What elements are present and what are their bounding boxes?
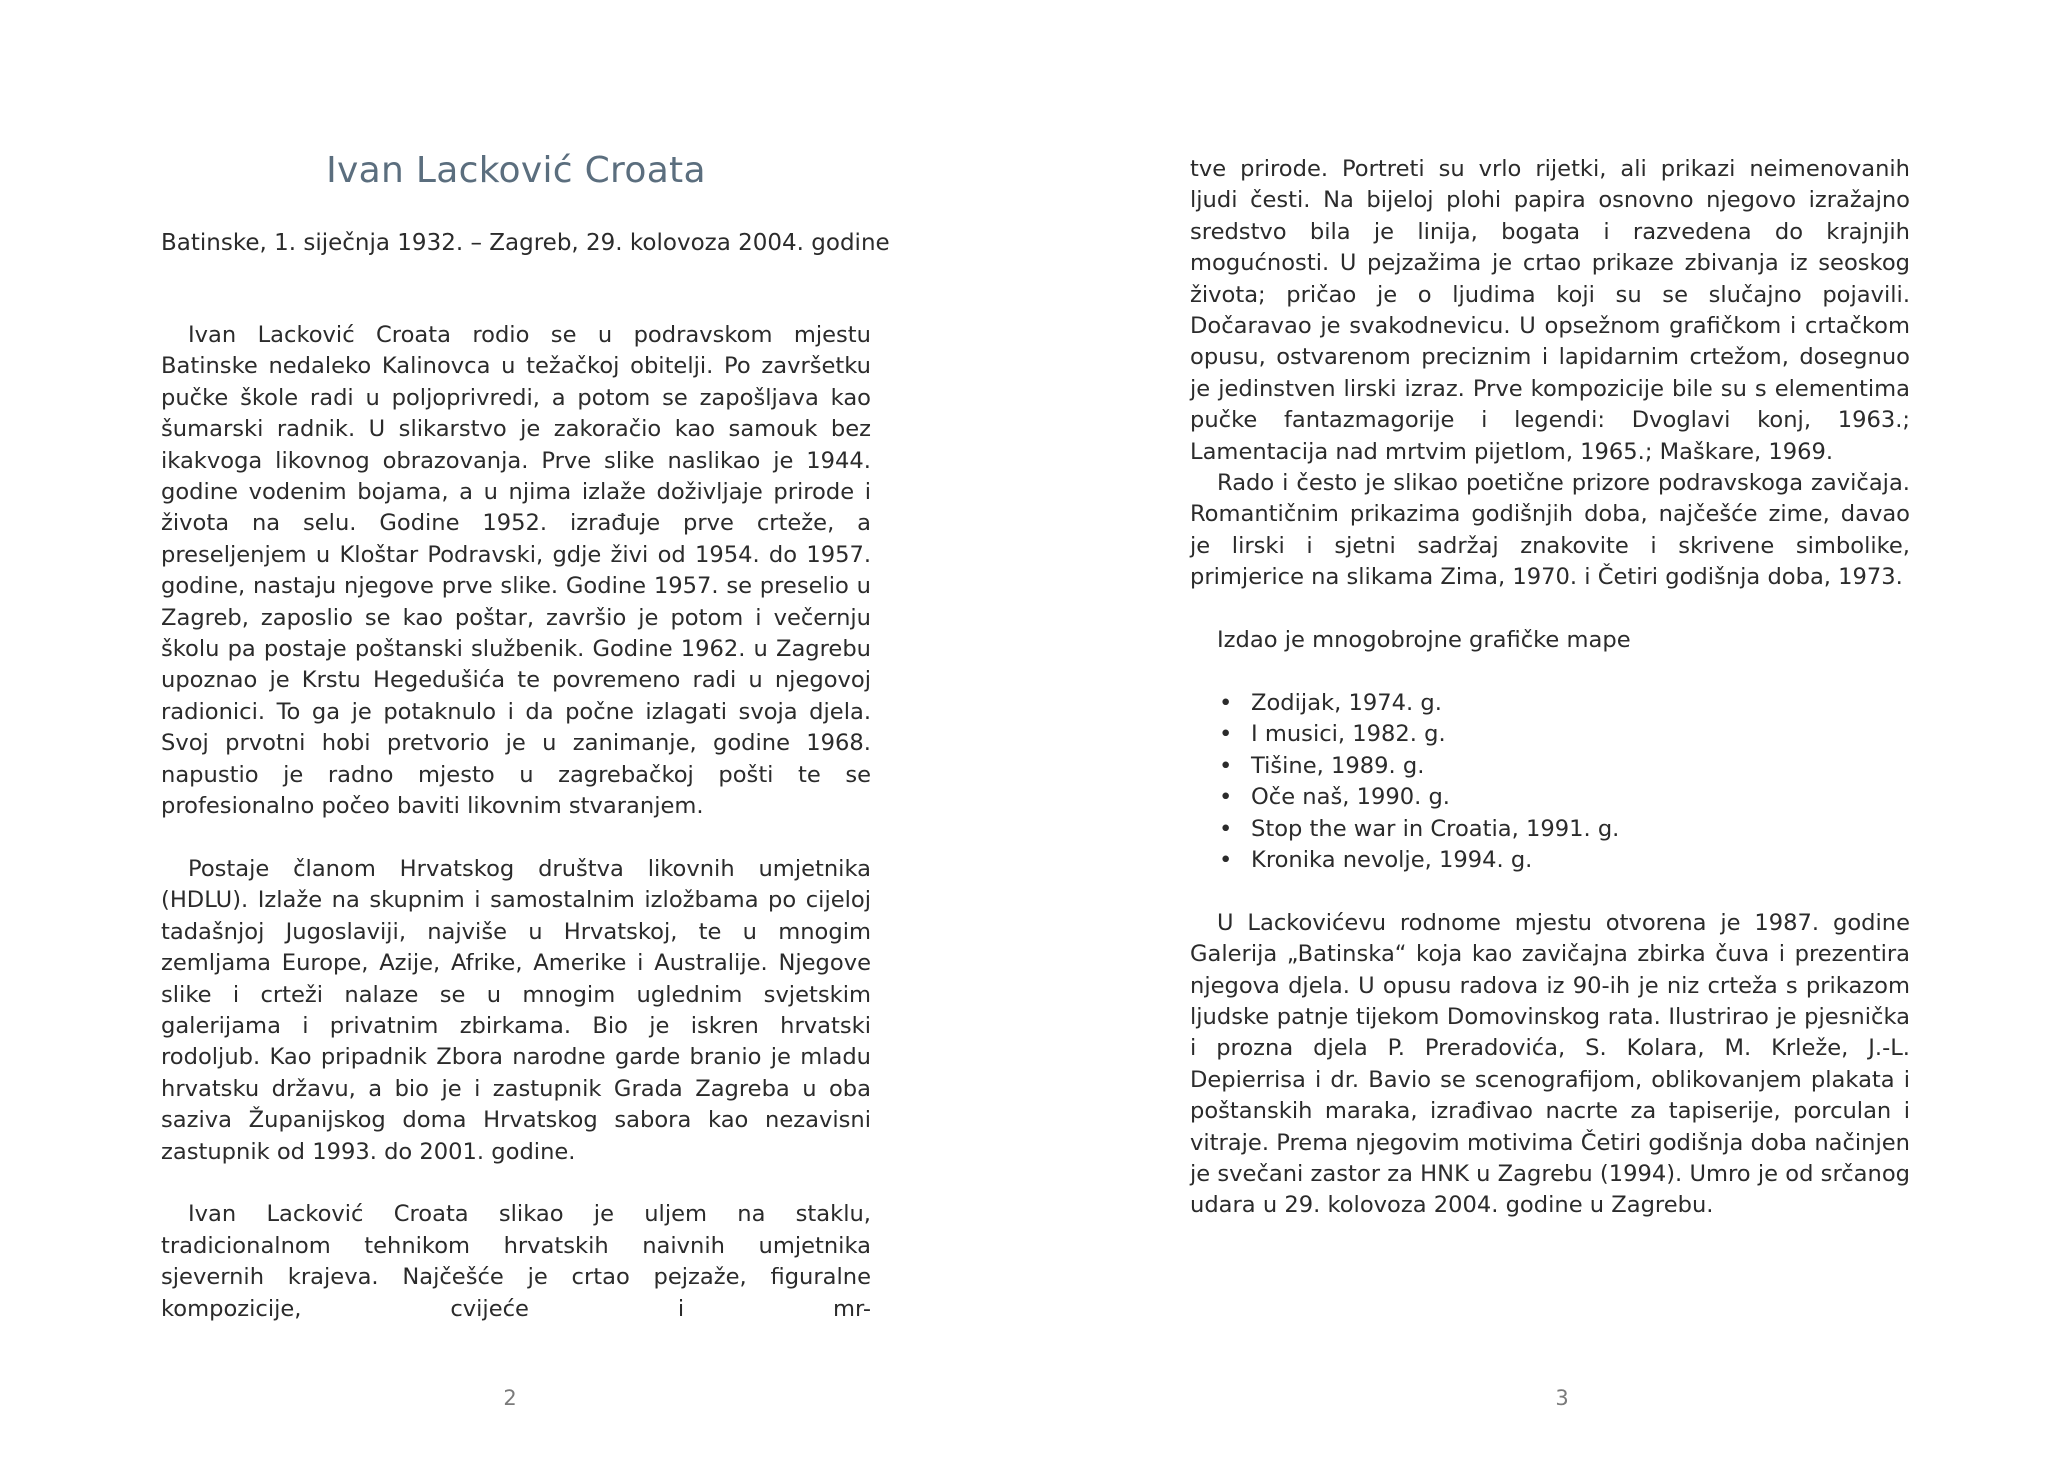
bullet-icon: • — [1219, 784, 1233, 811]
list-item: • Oče naš, 1990. g. — [1190, 782, 1910, 813]
right-page — [1024, 0, 2048, 1471]
paragraph-technique: Ivan Lacković Croata slikao je uljem na staklu, tradicionalnom tehnikom hrvatskih naivnih umjetnika sjevernih krajeva. Najčešće je crtao pejzaže, figuralne kompozicije, cvijeće i mr- — [161, 1201, 871, 1322]
paragraph-technique-continued: tve prirode. Portreti su vrlo rijetki, ali prikazi neimenovanih ljudi česti. Na bijeloj plohi papira osnovno njegovo izražajno sredstvo bila je linija, bogata i razvedena do krajnjih mogućnosti. U pejzažima je crtao prikaze zbivanja iz seoskog života; pričao je o ljudima koji su se slučajno pojavili. Dočaravao je svakodnevicu. U opsežnom grafičkom i crtačkom opusu, ostvarenom preciznim i lapidarnim crtežom, dosegnuo je jedinstven lirski izraz. Prve kompozicije bile su s elementima pučke fantazmagorije i legendi: Dvoglavi konj, 1963.; Lamentacija nad mrtvim pijetlom, 1965.; Maškare, 1969. — [1190, 156, 1910, 465]
bullet-icon: • — [1219, 752, 1233, 779]
life-dates: Batinske, 1. siječnja 1932. – Zagreb, 29. kolovoza 2004. godine — [161, 230, 890, 256]
bullet-icon: • — [1219, 721, 1233, 748]
list-item: • Kronika nevolje, 1994. g. — [1190, 845, 1910, 876]
list-item: • Zodijak, 1974. g. — [1190, 688, 1910, 719]
paragraph-gallery: U Lackovićevu rodnome mjestu otvorena je 1987. godine Galerija „Batinska“ koja kao zavičajna zbirka čuva i prezentira njegova djela. U opusu radova iz 90-ih je niz crteža s prikazom ljudske patnje tijekom Domovinskog rata. Ilustrirao je pjesnička i prozna djela P. Preradovića, S. Kolara, M. Krleže, J.-L. Depierrisa i dr. Bavio se scenografijom, oblikovanjem plakata i poštanskih maraka, izrađivao nacrte za tapiserije, porculan i vitraje. Prema njegovim motivima Četiri godišnja doba načinjen je svečani zastor za HNK u Zagrebu (1994). Umro je od srčanog udara u 29. kolovoza 2004. godine u Zagrebu. — [1190, 909, 1910, 1219]
graphic-portfolios-intro: Izdao je mnogobrojne grafičke mape — [1217, 627, 1631, 654]
list-item: • Stop the war in Croatia, 1991. g. — [1190, 814, 1910, 845]
bullet-icon: • — [1219, 689, 1233, 716]
list-item: • I musici, 1982. g. — [1190, 719, 1910, 750]
list-item: • Tišine, 1989. g. — [1190, 751, 1910, 782]
paragraph-exhibitions: Postaje članom Hrvatskog društva likovnih umjetnika (HDLU). Izlaže na skupnim i samostalnim izložbama po cijeloj tadašnjoj Jugoslaviji, najviše u Hrvatskoj, te u mnogim zemljama Europe, Azije, Afrike, Amerike i Australije. Njegove slike i crteži nalaze se u mnogim uglednim svjetskim galerijama i privatnim zbirkama. Bio je iskren hrvatski rodoljub. Kao pripadnik Zbora narodne garde branio je mladu hrvatsku državu, a bio je i zastupnik Grada Zagreba u oba saziva Županijskog doma Hrvatskog sabora kao nezavisni zastupnik od 1993. do 2001. godine. — [161, 855, 871, 1165]
bullet-icon: • — [1219, 846, 1233, 873]
paragraph-early-life: Ivan Lacković Croata rodio se u podravskom mjestu Batinske nedaleko Kalinovca u težačkoj obitelji. Po završetku pučke škole radi u poljoprivredi, a potom se zapošljava kao šumarski radnik. U slikarstvo je zakoračio kao samouk bez ikakvoga likovnog obrazovanja. Prve slike naslikao je 1944. godine vodenim bojama, a u njima izlaže doživljaje prirode i života na selu. Godine 1952. izrađuje prve crteže, a preseljenjem u Kloštar Podravski, gdje živi od 1954. do 1957. godine, nastaju njegove prve slike. Godine 1957. se preselio u Zagreb, zaposlio se kao poštar, završio je potom i večernju školu pa postaje poštanski službenik. Godine 1962. u Zagrebu upoznao je Krstu Hegedušića te povremeno radi u njegovoj radionici. To ga je potaknulo i da počne izlagati svoja djela. Svoj prvotni hobi pretvorio je u zanimanje, godine 1968. napustio je radno mjesto u zagrebačkoj pošti te se profesionalno počeo baviti likovnim stvaranjem. — [161, 322, 871, 820]
article-title: Ivan Lacković Croata — [326, 150, 706, 191]
page-number-right: 3 — [1555, 1386, 1569, 1410]
left-body — [161, 320, 871, 1325]
bullet-icon: • — [1219, 815, 1233, 842]
right-body — [1190, 154, 1910, 1222]
paragraph-seasons: Rado i često je slikao poetične prizore podravskoga zavičaja. Romantičnim prikazima godišnjih doba, najčešće zime, davao je lirski i sjetni sadržaj znakovite i skrivene simbolike, primjerice na slikama Zima, 1970. i Četiri godišnja doba, 1973. — [1190, 470, 1910, 591]
graphic-portfolios-list — [1190, 688, 1910, 876]
page-number-left: 2 — [503, 1386, 517, 1410]
